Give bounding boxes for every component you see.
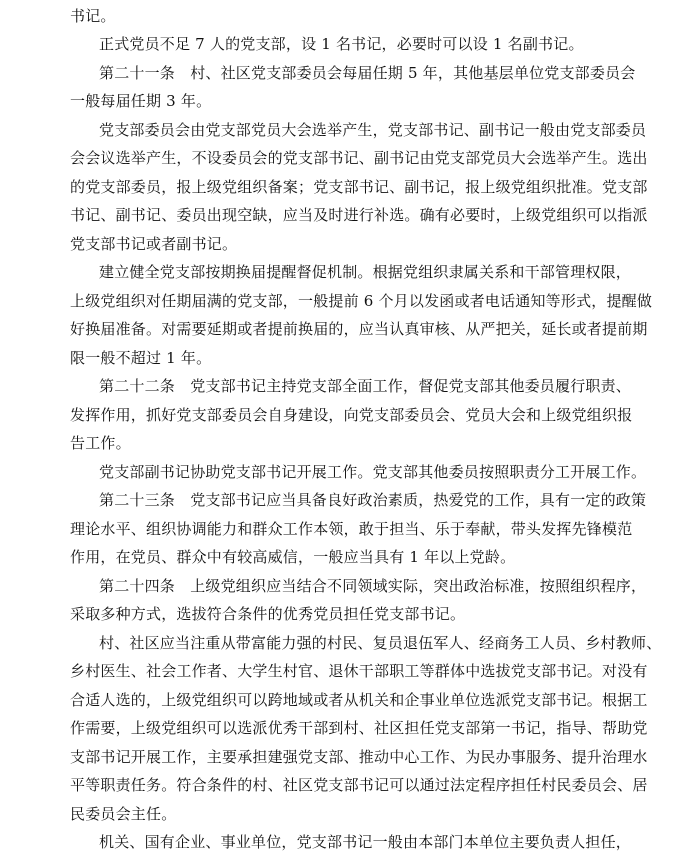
text-line: 一般每届任期 3 年。 [70,92,212,110]
text-line: 好换届准备。对需要延期或者提前换届的，应当认真审核、从严把关，延长或者提前期 [70,320,648,338]
text-line: 会会议选举产生，不设委员会的党支部书记、副书记由党支部党员大会选举产生。选出 [70,149,648,167]
text-line: 的党支部委员，报上级党组织备案；党支部书记、副书记，报上级党组织批准。党支部 [70,178,648,196]
text-line: 党支部委员会由党支部党员大会选举产生，党支部书记、副书记一般由党支部委员 [99,121,647,139]
text-line: 理论水平、组织协调能力和群众工作本领，敢于担当、乐于奉献，带头发挥先锋模范 [70,520,633,538]
text-line: 作需要，上级党组织可以选派优秀干部到村、社区担任党支部第一书记，指导、帮助党 [70,719,648,737]
text-line: 第二十一条 村、社区党支部委员会每届任期 5 年，其他基层单位党支部委员会 [99,64,636,82]
text-line: 告工作。 [70,434,131,452]
text-line: 合适人选的，上级党组织可以跨地域或者从机关和企事业单位选派党支部书记。根据工 [70,691,648,709]
text-line: 平等职责任务。符合条件的村、社区党支部书记可以通过法定程序担任村民委员会、居 [70,776,648,794]
text-line: 限一般不超过 1 年。 [70,349,212,367]
text-line: 书记。 [70,7,116,25]
text-line: 村、社区应当注重从带富能力强的村民、复员退伍军人、经商务工人员、乡村教师、 [99,634,662,652]
text-line: 上级党组织对任期届满的党支部，一般提前 6 个月以发函或者电话通知等形式，提醒做 [70,292,653,310]
text-line: 作用，在党员、群众中有较高威信，一般应当具有 1 年以上党龄。 [70,548,516,566]
text-line: 支部书记开展工作，主要承担建强党支部、推动中心工作、为民办事服务、提升治理水 [70,748,648,766]
text-line: 采取多种方式，选拔符合条件的优秀党员担任党支部书记。 [70,605,466,623]
text-line: 书记、副书记、委员出现空缺，应当及时进行补选。确有必要时，上级党组织可以指派 [70,206,648,224]
text-line: 第二十三条 党支部书记应当具备良好政治素质，热爱党的工作，具有一定的政策 [99,491,647,509]
text-line: 建立健全党支部按期换届提醒督促机制。根据党组织隶属关系和干部管理权限， [99,263,632,281]
text-line: 第二十二条 党支部书记主持党支部全面工作，督促党支部其他委员履行职责、 [99,377,632,395]
text-line: 第二十四条 上级党组织应当结合不同领域实际，突出政治标准，按照组织程序， [99,577,647,595]
text-line: 发挥作用，抓好党支部委员会自身建设，向党支部委员会、党员大会和上级党组织报 [70,406,633,424]
text-line: 党支部副书记协助党支部书记开展工作。党支部其他委员按照职责分工开展工作。 [99,463,647,481]
text-line: 乡村医生、社会工作者、大学生村官、退休干部职工等群体中选拔党支部书记。对没有 [70,662,648,680]
text-line: 正式党员不足 7 人的党支部，设 1 名书记，必要时可以设 1 名副书记。 [99,35,584,53]
text-line: 党支部书记或者副书记。 [70,235,238,253]
text-line: 机关、国有企业、事业单位，党支部书记一般由本部门本单位主要负责人担任， [99,833,632,851]
text-line: 民委员会主任。 [70,805,177,823]
